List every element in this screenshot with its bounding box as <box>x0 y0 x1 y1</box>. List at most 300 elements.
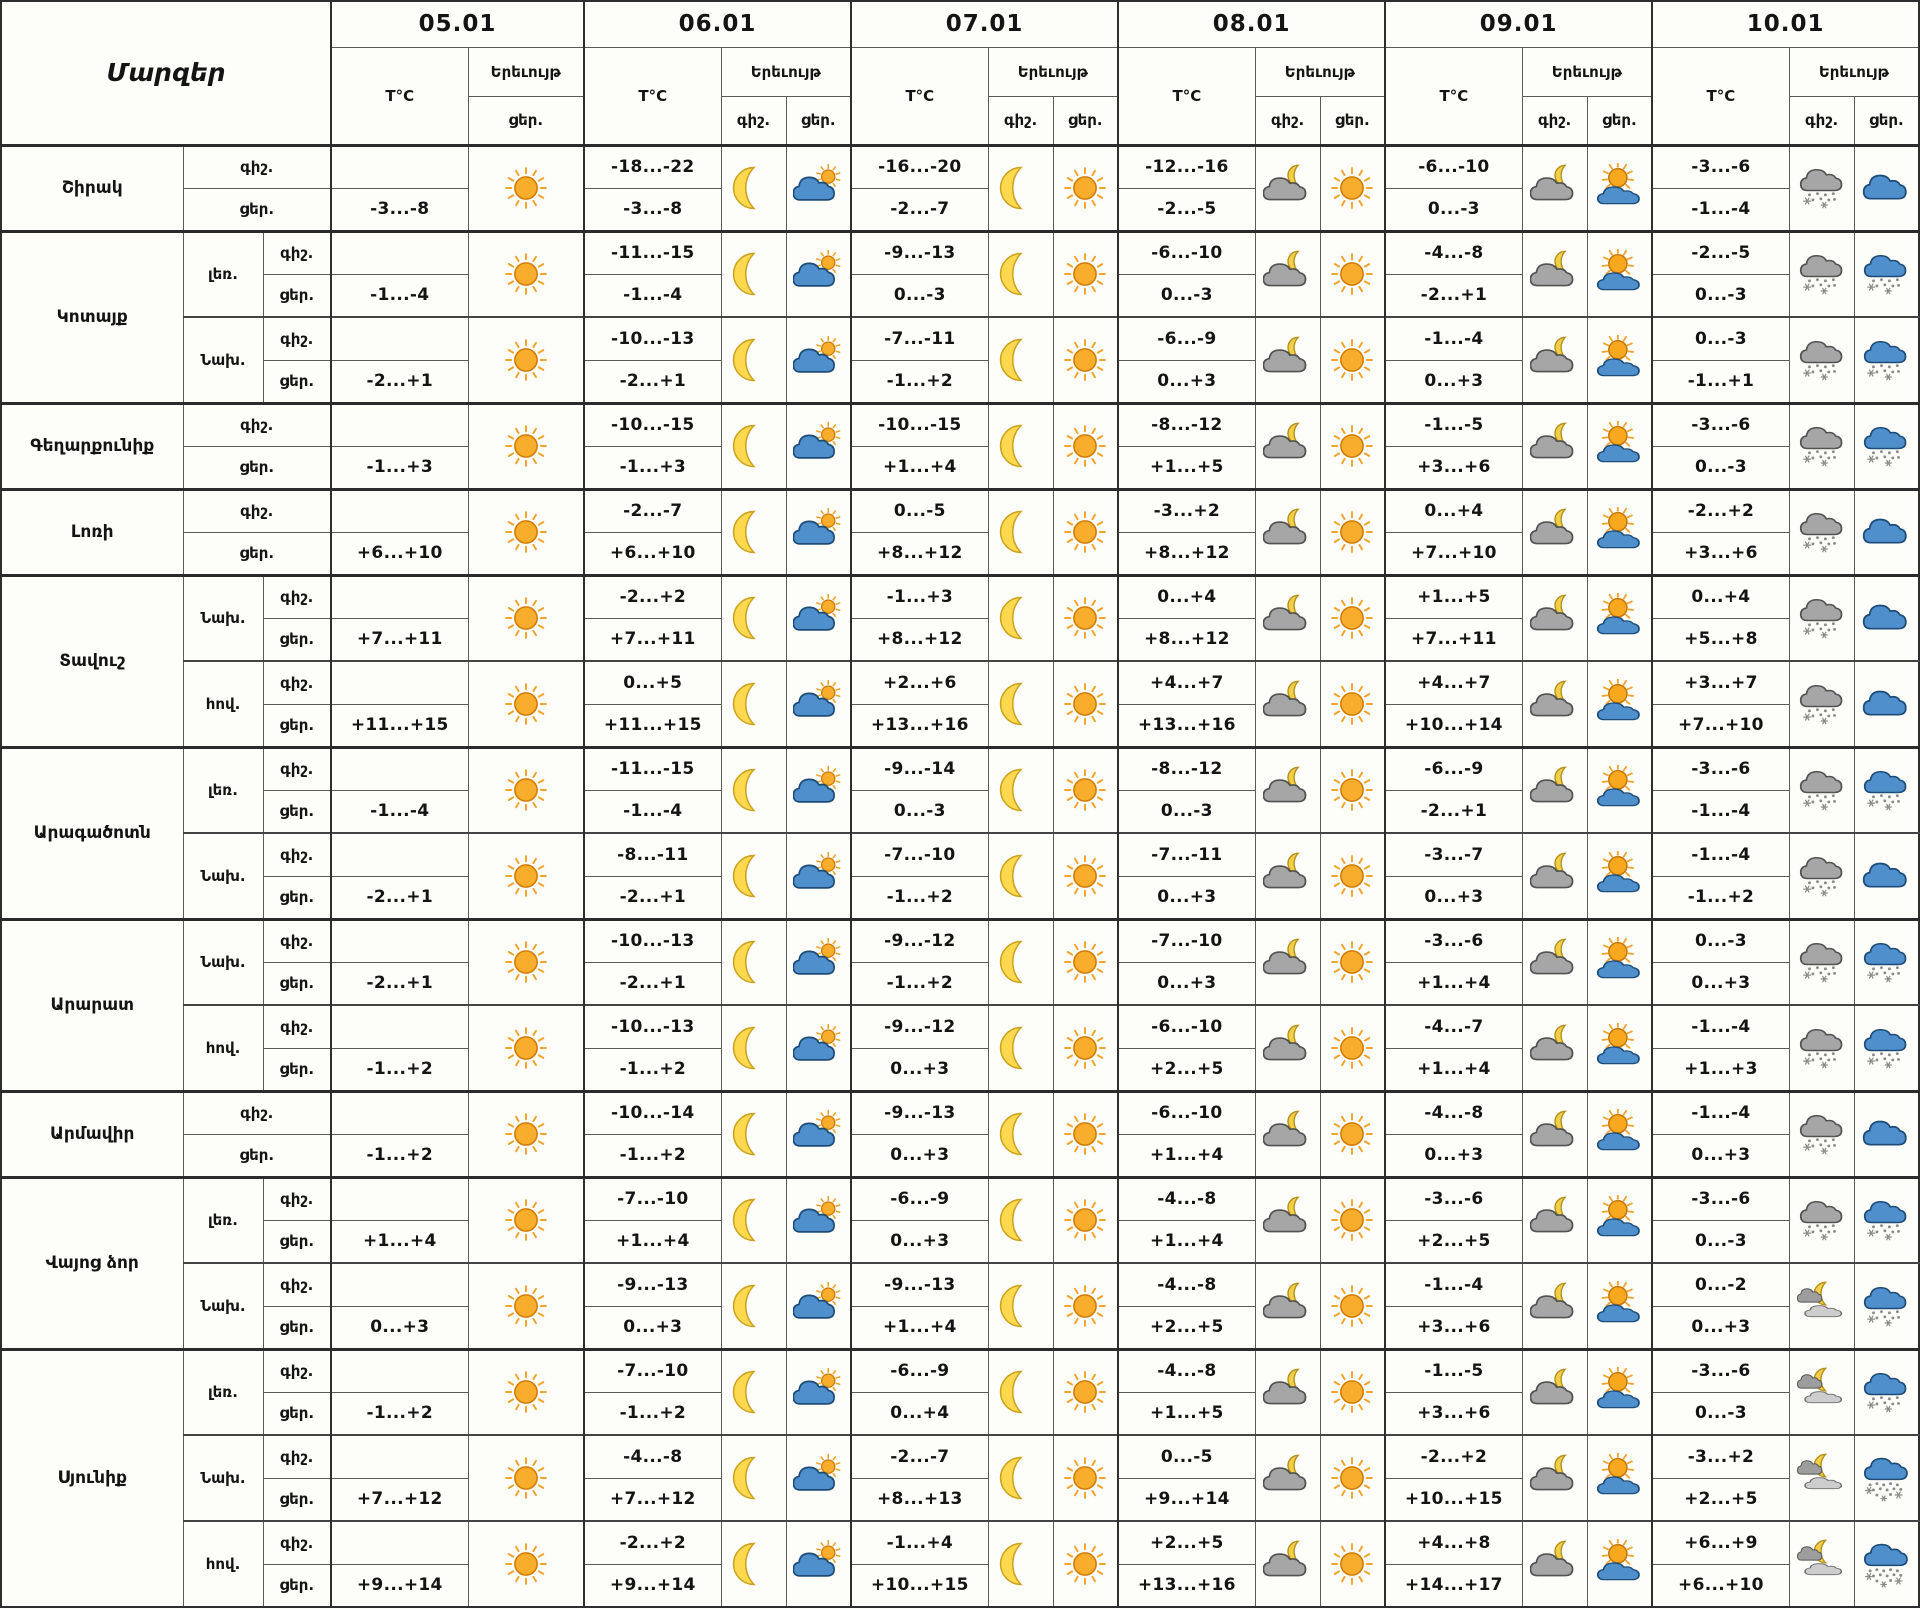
phenomenon-cell <box>1789 1177 1854 1263</box>
temp-06.01-day: +9...+14 <box>584 1564 721 1607</box>
sun-icon <box>1327 1453 1377 1503</box>
temp-06.01-day: +11...+15 <box>584 704 721 747</box>
phenomenon-cell <box>1522 145 1587 231</box>
date-header: 10.01 <box>1652 1 1919 47</box>
temp-09.01-day: 0...-3 <box>1385 188 1522 231</box>
subzone-label: լեռ. <box>183 231 263 317</box>
temp-08.01-day: +1...+5 <box>1118 446 1255 489</box>
temp-06.01-night: -8...-11 <box>584 833 721 876</box>
phenomenon-cell <box>1320 661 1385 747</box>
day-header: ցեր. <box>1320 96 1385 145</box>
phenomenon-cell <box>786 231 851 317</box>
temp-05.01-day: +7...+11 <box>331 618 468 661</box>
temp-10.01-day: -1...-4 <box>1652 790 1789 833</box>
temp-09.01-night: -3...-6 <box>1385 919 1522 962</box>
temp-09.01-night: -1...-4 <box>1385 1263 1522 1306</box>
phenomenon-cell <box>988 145 1053 231</box>
phenomenon-cell <box>1854 661 1919 747</box>
phenomenon-cell <box>1789 747 1854 833</box>
temp-07.01-day: 0...-3 <box>851 790 988 833</box>
sun-cloud-icon <box>1594 1023 1644 1073</box>
phenomenon-header: Երեւույթ <box>468 47 584 96</box>
clouds-moon-icon <box>1797 1367 1847 1417</box>
moon-icon <box>996 249 1046 299</box>
temp-05.01-day: +1...+4 <box>331 1220 468 1263</box>
regions-header: Մարզեր <box>1 1 331 145</box>
temp-06.01-night: -10...-13 <box>584 317 721 360</box>
temp-10.01-day: -1...+2 <box>1652 876 1789 919</box>
temp-07.01-day: +1...+4 <box>851 446 988 489</box>
phenomenon-cell <box>1522 575 1587 661</box>
temp-10.01-day: 0...-3 <box>1652 446 1789 489</box>
night-header: գիշ. <box>1789 96 1854 145</box>
temp-08.01-night: 0...+4 <box>1118 575 1255 618</box>
cloud-moon-icon <box>1530 421 1580 471</box>
phenomenon-cell <box>1255 919 1320 1005</box>
phenomenon-cell <box>1587 919 1652 1005</box>
temp-09.01-day: -2...+1 <box>1385 274 1522 317</box>
snow-cloud-icon <box>1797 1023 1847 1073</box>
snow-cloud-icon <box>1797 507 1847 557</box>
temp-09.01-night: -1...-5 <box>1385 1349 1522 1392</box>
snow-cloud-blue-icon <box>1861 421 1911 471</box>
phenomenon-cell <box>988 1005 1053 1091</box>
phenomenon-cell <box>468 575 584 661</box>
sun-icon <box>1327 1023 1377 1073</box>
temp-05.01-day: +9...+14 <box>331 1564 468 1607</box>
temp-09.01-day: +7...+11 <box>1385 618 1522 661</box>
temp-06.01-day: +7...+11 <box>584 618 721 661</box>
phenomenon-cell <box>988 1521 1053 1607</box>
phenomenon-cell <box>1053 919 1118 1005</box>
phenomenon-header: Երեւույթ <box>988 47 1118 96</box>
phenomenon-cell <box>1854 489 1919 575</box>
phenomenon-cell <box>1587 317 1652 403</box>
temp-05.01-night <box>331 1177 468 1220</box>
snow-cloud-blue-icon <box>1861 937 1911 987</box>
row-label-night: գիշ. <box>183 145 331 188</box>
phenomenon-cell <box>1053 1435 1118 1521</box>
snow-cloud-blue-heavy-icon <box>1861 1453 1911 1503</box>
row-label-day: ցեր. <box>263 1220 331 1263</box>
temp-10.01-day: +2...+5 <box>1652 1478 1789 1521</box>
phenomenon-cell <box>721 833 786 919</box>
phenomenon-cell <box>468 661 584 747</box>
cloud-sun-icon <box>793 335 843 385</box>
phenomenon-cell <box>1587 1263 1652 1349</box>
temp-09.01-day: +3...+6 <box>1385 1306 1522 1349</box>
phenomenon-cell <box>1854 1091 1919 1177</box>
subzone-label: հով. <box>183 1521 263 1607</box>
temp-08.01-night: -6...-10 <box>1118 231 1255 274</box>
sun-icon <box>501 1195 551 1245</box>
cloud-moon-icon <box>1263 1195 1313 1245</box>
phenomenon-cell <box>1053 489 1118 575</box>
sun-icon <box>501 249 551 299</box>
moon-icon <box>729 679 779 729</box>
phenomenon-cell <box>786 1005 851 1091</box>
cloud-moon-icon <box>1263 1023 1313 1073</box>
temp-07.01-night: -10...-15 <box>851 403 988 446</box>
sun-icon <box>1060 765 1110 815</box>
moon-icon <box>729 1281 779 1331</box>
row-label-day: ցեր. <box>263 790 331 833</box>
phenomenon-cell <box>1255 1177 1320 1263</box>
phenomenon-cell <box>1522 317 1587 403</box>
temp-05.01-day: -1...-4 <box>331 790 468 833</box>
phenomenon-cell <box>721 317 786 403</box>
moon-icon <box>996 1539 1046 1589</box>
temp-05.01-day: -3...-8 <box>331 188 468 231</box>
phenomenon-cell <box>1320 489 1385 575</box>
cloud-moon-icon <box>1263 1367 1313 1417</box>
subzone-label: Նախ. <box>183 1263 263 1349</box>
cloud-moon-icon <box>1263 1281 1313 1331</box>
temp-05.01-night <box>331 403 468 446</box>
sun-cloud-icon <box>1594 851 1644 901</box>
temp-05.01-day: -1...-4 <box>331 274 468 317</box>
temp-10.01-day: -1...+1 <box>1652 360 1789 403</box>
cloud-blue-icon <box>1861 1109 1911 1159</box>
temp-08.01-day: +9...+14 <box>1118 1478 1255 1521</box>
phenomenon-cell <box>786 1091 851 1177</box>
temp-08.01-day: 0...+3 <box>1118 876 1255 919</box>
moon-icon <box>729 1367 779 1417</box>
row-label-day: ցեր. <box>183 532 331 575</box>
sun-icon <box>501 335 551 385</box>
phenomenon-cell <box>1320 1435 1385 1521</box>
phenomenon-cell <box>786 1177 851 1263</box>
temp-06.01-night: 0...+5 <box>584 661 721 704</box>
phenomenon-cell <box>1255 1091 1320 1177</box>
sun-icon <box>501 765 551 815</box>
temp-09.01-night: -3...-6 <box>1385 1177 1522 1220</box>
temp-10.01-day: 0...-3 <box>1652 274 1789 317</box>
sun-icon <box>501 679 551 729</box>
temp-06.01-night: -9...-13 <box>584 1263 721 1306</box>
temp-06.01-day: -3...-8 <box>584 188 721 231</box>
temp-06.01-day: +7...+12 <box>584 1478 721 1521</box>
phenomenon-cell <box>786 747 851 833</box>
day-header: ցեր. <box>1854 96 1919 145</box>
temp-08.01-day: +2...+5 <box>1118 1048 1255 1091</box>
sun-icon <box>1327 593 1377 643</box>
phenomenon-cell <box>1053 403 1118 489</box>
night-header: գիշ. <box>1522 96 1587 145</box>
date-header: 07.01 <box>851 1 1118 47</box>
sun-icon <box>1327 421 1377 471</box>
temp-07.01-night: -16...-20 <box>851 145 988 188</box>
temp-05.01-night <box>331 747 468 790</box>
moon-icon <box>729 1453 779 1503</box>
cloud-moon-icon <box>1530 163 1580 213</box>
temp-08.01-day: +1...+4 <box>1118 1134 1255 1177</box>
temp-09.01-night: -3...-7 <box>1385 833 1522 876</box>
temp-07.01-day: -2...-7 <box>851 188 988 231</box>
cloud-sun-icon <box>793 851 843 901</box>
region-name: Սյունիք <box>1 1349 183 1607</box>
sun-icon <box>501 421 551 471</box>
phenomenon-cell <box>1789 1091 1854 1177</box>
row-label-night: գիշ. <box>263 833 331 876</box>
phenomenon-cell <box>1255 145 1320 231</box>
temp-05.01-day: -2...+1 <box>331 876 468 919</box>
cloud-sun-icon <box>793 1195 843 1245</box>
moon-icon <box>729 937 779 987</box>
phenomenon-cell <box>1522 661 1587 747</box>
sun-icon <box>1327 851 1377 901</box>
row-label-night: գիշ. <box>263 1349 331 1392</box>
cloud-moon-icon <box>1530 1367 1580 1417</box>
row-label-day: ցեր. <box>263 1048 331 1091</box>
phenomenon-cell <box>1789 1349 1854 1435</box>
temp-06.01-day: -1...+2 <box>584 1048 721 1091</box>
phenomenon-cell <box>1320 919 1385 1005</box>
moon-icon <box>996 1195 1046 1245</box>
phenomenon-cell <box>1053 317 1118 403</box>
phenomenon-cell <box>1522 1263 1587 1349</box>
phenomenon-cell <box>1320 1263 1385 1349</box>
temp-07.01-night: -6...-9 <box>851 1177 988 1220</box>
phenomenon-cell <box>1789 1521 1854 1607</box>
moon-icon <box>729 1109 779 1159</box>
temp-06.01-day: -2...+1 <box>584 360 721 403</box>
cloud-moon-icon <box>1530 1023 1580 1073</box>
temp-10.01-day: 0...-3 <box>1652 1392 1789 1435</box>
sun-icon <box>1060 335 1110 385</box>
temp-09.01-night: 0...+4 <box>1385 489 1522 532</box>
row-label-day: ցեր. <box>263 1392 331 1435</box>
temp-06.01-night: -11...-15 <box>584 747 721 790</box>
phenomenon-cell <box>1255 1521 1320 1607</box>
temp-05.01-day: -1...+2 <box>331 1134 468 1177</box>
phenomenon-cell <box>988 1263 1053 1349</box>
temp-10.01-day: +7...+10 <box>1652 704 1789 747</box>
temp-10.01-night: -1...-4 <box>1652 833 1789 876</box>
snow-cloud-icon <box>1797 1195 1847 1245</box>
row-label-night: գիշ. <box>263 747 331 790</box>
phenomenon-cell <box>468 1091 584 1177</box>
temp-05.01-night <box>331 145 468 188</box>
cloud-blue-icon <box>1861 507 1911 557</box>
temp-09.01-night: +1...+5 <box>1385 575 1522 618</box>
phenomenon-cell <box>1053 231 1118 317</box>
temp-07.01-day: 0...+3 <box>851 1220 988 1263</box>
phenomenon-cell <box>1522 833 1587 919</box>
region-name: Արագածոտն <box>1 747 183 919</box>
phenomenon-header: Երեւույթ <box>1255 47 1385 96</box>
phenomenon-cell <box>1854 1177 1919 1263</box>
phenomenon-cell <box>468 1005 584 1091</box>
snow-cloud-icon <box>1797 765 1847 815</box>
temp-09.01-night: -1...-4 <box>1385 317 1522 360</box>
row-label-day: ցեր. <box>263 876 331 919</box>
temp-09.01-day: 0...+3 <box>1385 360 1522 403</box>
phenomenon-cell <box>1053 1005 1118 1091</box>
region-name: Լոռի <box>1 489 183 575</box>
sun-cloud-icon <box>1594 593 1644 643</box>
phenomenon-cell <box>1587 1091 1652 1177</box>
temp-07.01-day: 0...-3 <box>851 274 988 317</box>
sun-icon <box>501 851 551 901</box>
temp-07.01-night: -9...-12 <box>851 919 988 962</box>
phenomenon-cell <box>1789 145 1854 231</box>
sun-icon <box>501 1539 551 1589</box>
cloud-moon-icon <box>1263 1539 1313 1589</box>
temp-06.01-night: -10...-14 <box>584 1091 721 1134</box>
moon-icon <box>996 163 1046 213</box>
temp-09.01-night: +4...+8 <box>1385 1521 1522 1564</box>
phenomenon-cell <box>1255 661 1320 747</box>
row-label-night: գիշ. <box>183 403 331 446</box>
temp-08.01-night: +4...+7 <box>1118 661 1255 704</box>
phenomenon-cell <box>721 1005 786 1091</box>
phenomenon-cell <box>786 403 851 489</box>
phenomenon-header: Երեւույթ <box>721 47 851 96</box>
phenomenon-cell <box>988 231 1053 317</box>
phenomenon-cell <box>1522 1177 1587 1263</box>
temp-10.01-night: 0...-3 <box>1652 317 1789 360</box>
temp-07.01-day: +10...+15 <box>851 1564 988 1607</box>
row-label-day: ցեր. <box>263 1478 331 1521</box>
temp-07.01-day: +8...+13 <box>851 1478 988 1521</box>
sun-icon <box>1060 851 1110 901</box>
phenomenon-cell <box>1789 403 1854 489</box>
row-label-day: ցեր. <box>183 1134 331 1177</box>
sun-icon <box>1060 249 1110 299</box>
row-label-day: ցեր. <box>263 962 331 1005</box>
moon-icon <box>996 1281 1046 1331</box>
phenomenon-cell <box>1522 1349 1587 1435</box>
sun-cloud-icon <box>1594 335 1644 385</box>
date-header: 06.01 <box>584 1 851 47</box>
moon-icon <box>996 1109 1046 1159</box>
temp-05.01-night <box>331 1091 468 1134</box>
phenomenon-cell <box>1320 1521 1385 1607</box>
temp-06.01-night: -7...-10 <box>584 1177 721 1220</box>
moon-icon <box>996 421 1046 471</box>
temp-08.01-night: -6...-10 <box>1118 1005 1255 1048</box>
phenomenon-cell <box>786 145 851 231</box>
temp-07.01-night: -9...-13 <box>851 1263 988 1306</box>
region-name: Կոտայք <box>1 231 183 403</box>
phenomenon-cell <box>468 317 584 403</box>
temp-10.01-night: -2...-5 <box>1652 231 1789 274</box>
phenomenon-cell <box>721 231 786 317</box>
phenomenon-cell <box>1789 833 1854 919</box>
phenomenon-cell <box>1053 747 1118 833</box>
sun-icon <box>1060 421 1110 471</box>
phenomenon-cell <box>1789 489 1854 575</box>
temp-07.01-day: +13...+16 <box>851 704 988 747</box>
temp-05.01-day: +7...+12 <box>331 1478 468 1521</box>
temp-07.01-day: 0...+3 <box>851 1134 988 1177</box>
phenomenon-cell <box>721 661 786 747</box>
temp-05.01-night <box>331 661 468 704</box>
phenomenon-cell <box>1320 403 1385 489</box>
phenomenon-cell <box>786 661 851 747</box>
temp-10.01-night: -1...-4 <box>1652 1091 1789 1134</box>
temp-05.01-night <box>331 489 468 532</box>
phenomenon-cell <box>1587 575 1652 661</box>
cloud-moon-icon <box>1530 1281 1580 1331</box>
temp-09.01-night: -6...-10 <box>1385 145 1522 188</box>
sun-icon <box>1327 1109 1377 1159</box>
phenomenon-cell <box>1053 661 1118 747</box>
phenomenon-cell <box>1053 1263 1118 1349</box>
temp-08.01-day: +13...+16 <box>1118 704 1255 747</box>
temp-10.01-night: -3...-6 <box>1652 1177 1789 1220</box>
cloud-sun-icon <box>793 765 843 815</box>
snow-cloud-blue-icon <box>1861 1023 1911 1073</box>
temp-05.01-night <box>331 1005 468 1048</box>
moon-icon <box>729 765 779 815</box>
snow-cloud-blue-heavy-icon <box>1861 1539 1911 1589</box>
cloud-moon-icon <box>1263 421 1313 471</box>
temp-09.01-day: +1...+4 <box>1385 962 1522 1005</box>
sun-cloud-icon <box>1594 1195 1644 1245</box>
region-name: Շիրակ <box>1 145 183 231</box>
cloud-moon-icon <box>1530 593 1580 643</box>
phenomenon-cell <box>988 575 1053 661</box>
temp-08.01-night: -7...-10 <box>1118 919 1255 962</box>
phenomenon-cell <box>1255 575 1320 661</box>
subzone-label: հով. <box>183 1005 263 1091</box>
temp-10.01-day: -1...-4 <box>1652 188 1789 231</box>
row-label-night: գիշ. <box>263 661 331 704</box>
phenomenon-cell <box>988 919 1053 1005</box>
subzone-label: Նախ. <box>183 833 263 919</box>
phenomenon-cell <box>1320 833 1385 919</box>
phenomenon-cell <box>1854 231 1919 317</box>
phenomenon-cell <box>468 1521 584 1607</box>
region-name: Տավուշ <box>1 575 183 747</box>
night-header: գիշ. <box>721 96 786 145</box>
phenomenon-cell <box>721 1263 786 1349</box>
temp-07.01-night: +2...+6 <box>851 661 988 704</box>
region-name: Արարատ <box>1 919 183 1091</box>
temp-08.01-night: +2...+5 <box>1118 1521 1255 1564</box>
cloud-blue-icon <box>1861 851 1911 901</box>
phenomenon-cell <box>1854 1349 1919 1435</box>
phenomenon-cell <box>1854 403 1919 489</box>
sun-cloud-icon <box>1594 765 1644 815</box>
phenomenon-cell <box>721 1435 786 1521</box>
temp-08.01-night: -3...+2 <box>1118 489 1255 532</box>
phenomenon-cell <box>1587 403 1652 489</box>
cloud-moon-icon <box>1263 593 1313 643</box>
temp-05.01-day: -1...+3 <box>331 446 468 489</box>
temp-07.01-night: -9...-13 <box>851 231 988 274</box>
phenomenon-cell <box>1854 1005 1919 1091</box>
cloud-sun-icon <box>793 1281 843 1331</box>
temp-08.01-night: 0...-5 <box>1118 1435 1255 1478</box>
temp-10.01-day: 0...-3 <box>1652 1220 1789 1263</box>
sun-icon <box>1060 1281 1110 1331</box>
sun-icon <box>1327 679 1377 729</box>
row-label-night: գիշ. <box>263 919 331 962</box>
moon-icon <box>996 765 1046 815</box>
temp-header: T°C <box>1385 47 1522 145</box>
temp-09.01-day: +3...+6 <box>1385 1392 1522 1435</box>
temp-07.01-night: -7...-10 <box>851 833 988 876</box>
row-label-day: ցեր. <box>263 360 331 403</box>
temp-header: T°C <box>1652 47 1789 145</box>
temp-09.01-night: -4...-8 <box>1385 1091 1522 1134</box>
cloud-sun-icon <box>793 1367 843 1417</box>
moon-icon <box>996 1023 1046 1073</box>
phenomenon-cell <box>721 747 786 833</box>
